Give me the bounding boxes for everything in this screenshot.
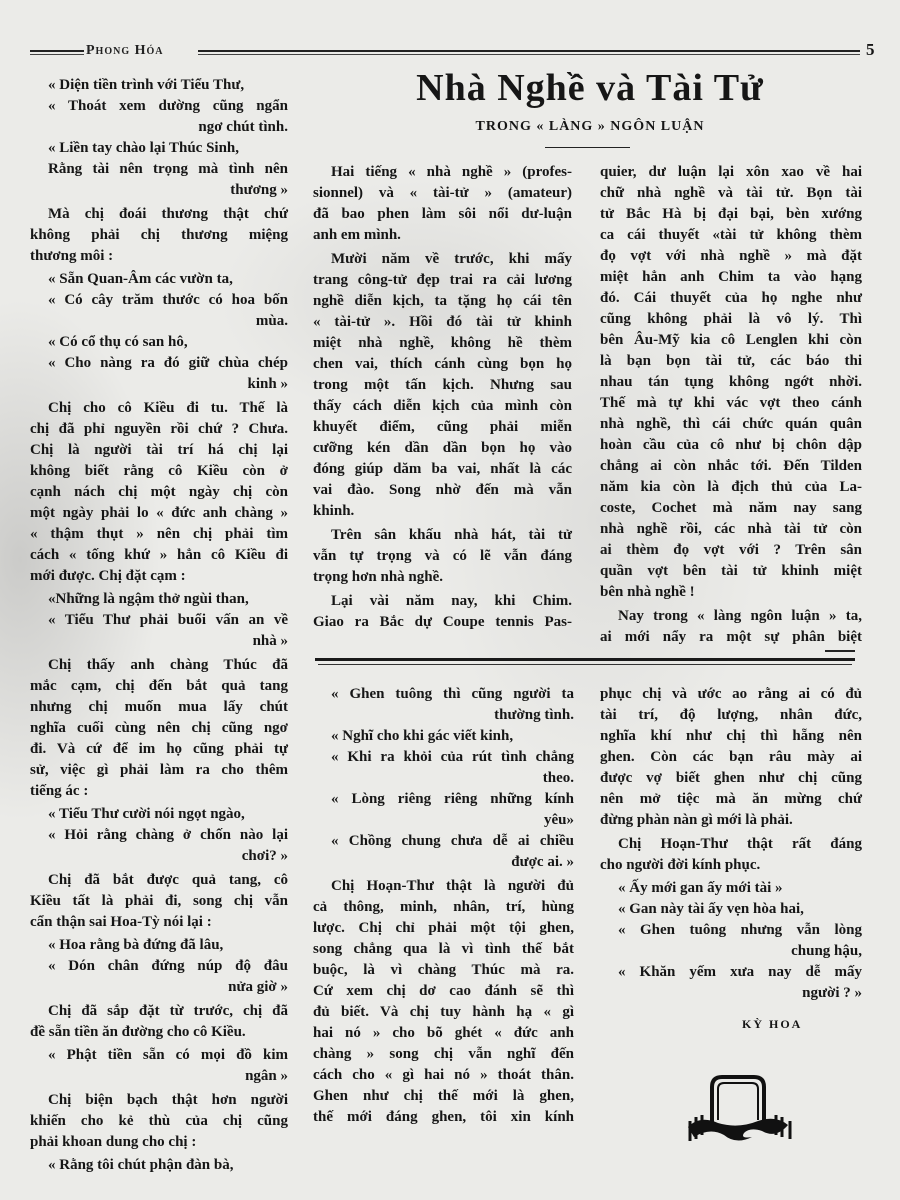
text-line: nghĩa khí như chị thì hẵng nên xyxy=(600,728,862,744)
text-line: cho người đời kính phục. xyxy=(600,857,761,873)
verse-line-continuation: nửa giờ » xyxy=(228,979,288,995)
paragraph xyxy=(30,1001,288,1043)
text-line: là bạn bọn tài tử, các báo thi xyxy=(600,353,862,369)
text-line: Chị đã sắp đặt từ trước, chị đã xyxy=(48,1003,288,1019)
text-line: đóng giúp dăm ba vai, nhất là các xyxy=(313,461,572,477)
text-line: Chị Hoạn-Thư thật là người đủ xyxy=(331,878,574,894)
text-line: vai đào. Song nhờ đến mà vẫn xyxy=(313,482,572,498)
column-middle-top xyxy=(313,162,572,633)
text-line: chen vai, thích cánh cùng bọn họ xyxy=(313,356,572,372)
verse-line: « Ghen tuông thì cũng người ta xyxy=(331,686,574,702)
text-line: Mà chị đoái thương thật chứ xyxy=(48,206,288,222)
text-line: « thậm thụt » nên chị phải tìm xyxy=(30,526,288,542)
text-line: Trên sân khấu nhà hát, tài tử xyxy=(331,527,572,543)
text-line: nghĩa cuối cùng nên chị cũng ngơ xyxy=(30,720,288,736)
column-right-top xyxy=(600,162,862,648)
verse-line: « Gan này tài ấy vẹn hòa hai, xyxy=(618,901,804,917)
text-line: khiến cho kẻ thù của chị cũng xyxy=(30,1113,288,1129)
text-line: phục chị và ước ao rằng ai có đủ xyxy=(600,686,862,702)
verse-line-continuation: nhà » xyxy=(252,633,288,649)
verse-line-continuation: được ai. » xyxy=(511,854,574,870)
text-line: chàng » song chị vẫn nghĩ đến xyxy=(313,1046,574,1062)
text-line: Chị là người tài trí há chị lại xyxy=(30,442,288,458)
text-line: khuyết điểm, cũng phải miễn xyxy=(313,419,572,435)
verse-line-continuation: chung hậu, xyxy=(791,943,862,959)
text-line: không biết rằng cô Kiều còn ở xyxy=(30,463,288,479)
text-line: Lại vài năm nay, khi Chim. xyxy=(331,593,572,609)
text-line: Chị đã bắt được quả tang, cô xyxy=(48,872,288,888)
verse-line: Rằng tài nên trọng mà tình nên xyxy=(48,161,288,177)
text-line: Chị thấy anh chàng Thúc đã xyxy=(48,657,288,673)
text-line: ai mới nẩy ra một sự phân biệt xyxy=(600,629,862,645)
verse-line: « Tiểu Thư phải buổi vấn an về xyxy=(48,612,288,628)
text-line: quier, dư luận lại xôn xao về hai xyxy=(600,164,862,180)
verse-line-continuation: người ? » xyxy=(802,985,862,1001)
verse-line-continuation: thường tình. xyxy=(494,707,574,723)
text-line: buộc, là vì chàng Thúc mà ra. xyxy=(313,962,574,978)
column-middle-bottom xyxy=(313,684,574,1128)
verse-line: « Liền tay chào lại Thúc Sinh, xyxy=(48,140,240,156)
verse-line-continuation: mùa. xyxy=(255,313,288,329)
text-line: trang công-tử đẹp trai ra cải lương xyxy=(313,272,572,288)
text-line: đọ vợt với nhà nghề » mà đặt xyxy=(600,248,862,264)
verse-line: «Những là ngậm thở ngùi than, xyxy=(48,591,249,607)
text-line: phải khoan dung cho chị : xyxy=(30,1134,197,1150)
section-separator-rule xyxy=(315,658,855,661)
column-left xyxy=(30,75,288,1176)
text-line: ai thèm đọ vợt với ? Trên sân xyxy=(600,542,862,558)
paragraph xyxy=(600,684,862,831)
verse-line: « Lòng riêng riêng những kính xyxy=(331,791,574,807)
text-line: coste, Cochet mà năm nay sang xyxy=(600,500,862,516)
text-line: hoàn cầu của cô như bị chôn dập xyxy=(600,437,862,453)
text-line: sử, việc gì phải làm ra cho thêm xyxy=(30,762,288,778)
verse-line-continuation: yêu» xyxy=(544,812,574,828)
text-line: đừng phàn nàn gì mới là phải. xyxy=(600,812,793,828)
article-subtitle: TRONG « LÀNG » NGÔN LUẬN xyxy=(475,119,705,134)
text-line: Giao ra Bắc dự Coupe tennis Pas- xyxy=(313,614,572,630)
text-line: miệt nhà nghề, không hề thèm xyxy=(313,335,572,351)
verse-quote xyxy=(313,684,574,873)
subtitle-rule xyxy=(545,147,630,148)
verse-line-continuation: ngân » xyxy=(245,1068,288,1084)
text-line: nhà nghề rồi, các nhà tài tử còn xyxy=(600,521,862,537)
text-line: song chẳng qua là vì tình thế bắt xyxy=(313,941,574,957)
section-separator-rule-thin xyxy=(318,664,852,665)
verse-line: « Có cổ thụ có san hô, xyxy=(48,334,188,350)
verse-line: « Hỏi rằng chàng ở chốn nào lại xyxy=(48,827,288,843)
text-line: Ghen như chị thế mới là ghen, xyxy=(313,1088,574,1104)
paragraph xyxy=(313,249,572,522)
verse-line: « Diện tiền trình với Tiểu Thư, xyxy=(48,77,245,93)
page-number: 5 xyxy=(866,40,875,59)
text-line: không phải chị thương miệng xyxy=(30,227,288,243)
paragraph xyxy=(30,204,288,267)
text-line: Chị cho cô Kiều đi tu. Thế là xyxy=(48,400,288,416)
verse-line: « Có cây trăm thước có hoa bốn xyxy=(48,292,288,308)
header-rule-right xyxy=(198,50,860,55)
text-line: chị đã phỉ nguyền rồi chứ ? Chưa. xyxy=(30,421,288,437)
text-line: Cứ xem chị dơ cao đánh sẽ thì xyxy=(313,983,574,999)
text-line: ca cái thuyết «tài tử không thèm xyxy=(600,227,862,243)
text-line: Kiều tất là phải đi, song chị vẫn xyxy=(30,893,288,909)
text-line: lược. Chị chỉ phải một tội ghen, xyxy=(313,920,574,936)
paragraph xyxy=(313,591,572,633)
text-line: khinh. xyxy=(313,503,355,519)
verse-line-continuation: theo. xyxy=(542,770,574,786)
verse-quote xyxy=(30,75,288,201)
text-line: sionnel) và « tài-tử » (amateur) xyxy=(313,185,572,201)
verse-line: « Khăn yếm xưa nay dễ mấy xyxy=(618,964,862,980)
text-line: đề sẵn tiền ăn đường cho cô Kiều. xyxy=(30,1024,246,1040)
text-line: cũng không phải là vô lý. Thì xyxy=(600,311,862,327)
text-line: mắc cạm, chị đến bắt quả tang xyxy=(30,678,288,694)
verse-quote xyxy=(30,269,288,395)
text-line: tiếng ác : xyxy=(30,783,89,799)
verse-quote xyxy=(30,1155,288,1176)
text-line: trong một tấn kịch. Nhưng sau xyxy=(313,377,572,393)
text-line: nhưng chị muốn mua lấy chút xyxy=(30,699,288,715)
text-line: nhà nghề, thì cái chức quán quân xyxy=(600,416,862,432)
verse-line: « Sẵn Quan-Âm các vườn ta, xyxy=(48,271,233,287)
article-title: Nhà Nghề và Tài Tử xyxy=(416,67,764,109)
text-line: ghen. Còn các bạn râu mày ai xyxy=(600,749,862,765)
verse-line-continuation: thương » xyxy=(230,182,288,198)
text-line: thương môi : xyxy=(30,248,114,264)
text-line: Chị biện bạch thật hơn người xyxy=(48,1092,288,1108)
verse-quote xyxy=(30,589,288,652)
verse-line-continuation: chơi? » xyxy=(241,848,288,864)
text-line: đó. Cái thuyết của họ nghe như xyxy=(600,290,862,306)
text-line: mới được. Chị đặt cạm : xyxy=(30,568,186,584)
verse-line: « Chồng chung chưa dễ ai chiều xyxy=(331,833,574,849)
text-line: nghề diễn kịch, ta tặng họ cái tên xyxy=(313,293,572,309)
text-line: bên Âu-Mỹ kia cô Lenglen khi còn xyxy=(600,332,862,348)
verse-quote xyxy=(30,1045,288,1087)
text-line: tử Bắc Hà bị đại bại, bèn xướng xyxy=(600,206,862,222)
text-line: chữ nhà nghề và tài tử. Bọn tài xyxy=(600,185,862,201)
text-line: Mười năm về trước, khi mấy xyxy=(331,251,572,267)
text-line: chẳng ai còn nhắc tới. Đến Tilden xyxy=(600,458,862,474)
text-line: cách « tống khứ » hẳn cô Kiều đi xyxy=(30,547,288,563)
verse-line-continuation: kinh » xyxy=(247,376,288,392)
masthead: Phong Hóa xyxy=(86,43,164,58)
verse-line: « Ghen tuông nhưng vẫn lòng xyxy=(618,922,862,938)
text-line: đi. Và cứ để im họ cũng phải tự xyxy=(30,741,288,757)
verse-quote xyxy=(30,935,288,998)
column-right-bottom xyxy=(600,684,862,1004)
text-line: « tài-tử ». Hồi đó tài tử khinh xyxy=(313,314,572,330)
text-line: nhau tán tụng không ngớt nhời. xyxy=(600,374,862,390)
text-line: Hai tiếng « nhà nghề » (profes- xyxy=(331,164,572,180)
top-hat-illustration-icon xyxy=(680,1065,800,1145)
text-line: Thế mà tự khi vác vợt theo cánh xyxy=(600,395,862,411)
verse-line: « Thoát xem dường cũng ngẩn xyxy=(48,98,288,114)
text-line: vẫn tự trọng và có lẽ vẫn đáng xyxy=(313,548,572,564)
author-signature: KỲ HOA xyxy=(742,1017,803,1031)
paragraph xyxy=(30,398,288,587)
text-line: cách cho « gì hai nó » thoát thân. xyxy=(313,1067,574,1083)
verse-line: « Rằng tôi chút phận đàn bà, xyxy=(48,1157,234,1173)
verse-line: « Hoa rằng bà đứng đã lâu, xyxy=(48,937,224,953)
verse-line-continuation: ngơ chút tình. xyxy=(198,119,288,135)
paragraph xyxy=(600,834,862,876)
paragraph xyxy=(600,606,862,648)
text-line: bên nhà nghề ! xyxy=(600,584,695,600)
text-line: miệt hẳn anh Chim ta vào hạng xyxy=(600,269,862,285)
text-line: đã bao phen làm sôi nổi dư-luận xyxy=(313,206,572,222)
verse-line: « Phật tiền sẵn có mọi đồ kim xyxy=(48,1047,288,1063)
text-line: Chị Hoạn-Thư thật rất đáng xyxy=(618,836,862,852)
paragraph xyxy=(600,162,862,603)
text-line: hai nó » cho bõ ghét « đức anh xyxy=(313,1025,574,1041)
text-line: cẩn thận sai Hoa-Tỳ nói lại : xyxy=(30,914,212,930)
text-line: năm kia còn là địch thủ của La- xyxy=(600,479,862,495)
separator-ornament xyxy=(825,650,855,652)
paragraph xyxy=(313,162,572,246)
verse-line: « Ấy mới gan ấy mới tài » xyxy=(618,880,783,896)
verse-line: « Tiểu Thư cười nói ngọt ngào, xyxy=(48,806,245,822)
paragraph xyxy=(30,870,288,933)
paragraph xyxy=(313,525,572,588)
text-line: cạnh nách chị một ngày chị còn xyxy=(30,484,288,500)
text-line: tài trí, độ lượng, nhân đức, xyxy=(600,707,862,723)
verse-line: « Nghĩ cho khi gác viết kinh, xyxy=(331,728,514,744)
text-line: một ngày phải lo « đức anh chàng » xyxy=(30,505,288,521)
text-line: quần vợt bên tài tử khinh miệt xyxy=(600,563,862,579)
text-line: cưỡng kén dần dần bọn họ vào xyxy=(313,440,572,456)
paragraph xyxy=(30,655,288,802)
text-line: thế mới đáng ghen, tôi xin kính xyxy=(313,1109,574,1125)
text-line: nên mở tiệc mà ăn mừng chứ xyxy=(600,791,862,807)
paragraph xyxy=(30,1090,288,1153)
text-line: đủ biết. Và chị tuy hành hạ « gì xyxy=(313,1004,574,1020)
text-line: Nay trong « làng ngôn luận » ta, xyxy=(618,608,862,624)
verse-quote xyxy=(30,804,288,867)
paragraph xyxy=(313,876,574,1128)
text-line: cả thông, minh, nhân, trí, hùng xyxy=(313,899,574,915)
verse-quote xyxy=(600,878,862,1004)
text-line: được vợ biết ghen như chị cũng xyxy=(600,770,862,786)
header-rule-left xyxy=(30,50,84,55)
verse-line: « Cho nàng ra đó giữ chùa chép xyxy=(48,355,288,371)
text-line: anh em mình. xyxy=(313,227,401,243)
text-line: trọng hơn nhà nghề. xyxy=(313,569,444,585)
text-line: thấy cách diễn kịch của mình còn xyxy=(313,398,572,414)
verse-line: « Dón chân đứng núp độ đâu xyxy=(48,958,288,974)
verse-line: « Khi ra khỏi của rút tình chẳng xyxy=(331,749,574,765)
